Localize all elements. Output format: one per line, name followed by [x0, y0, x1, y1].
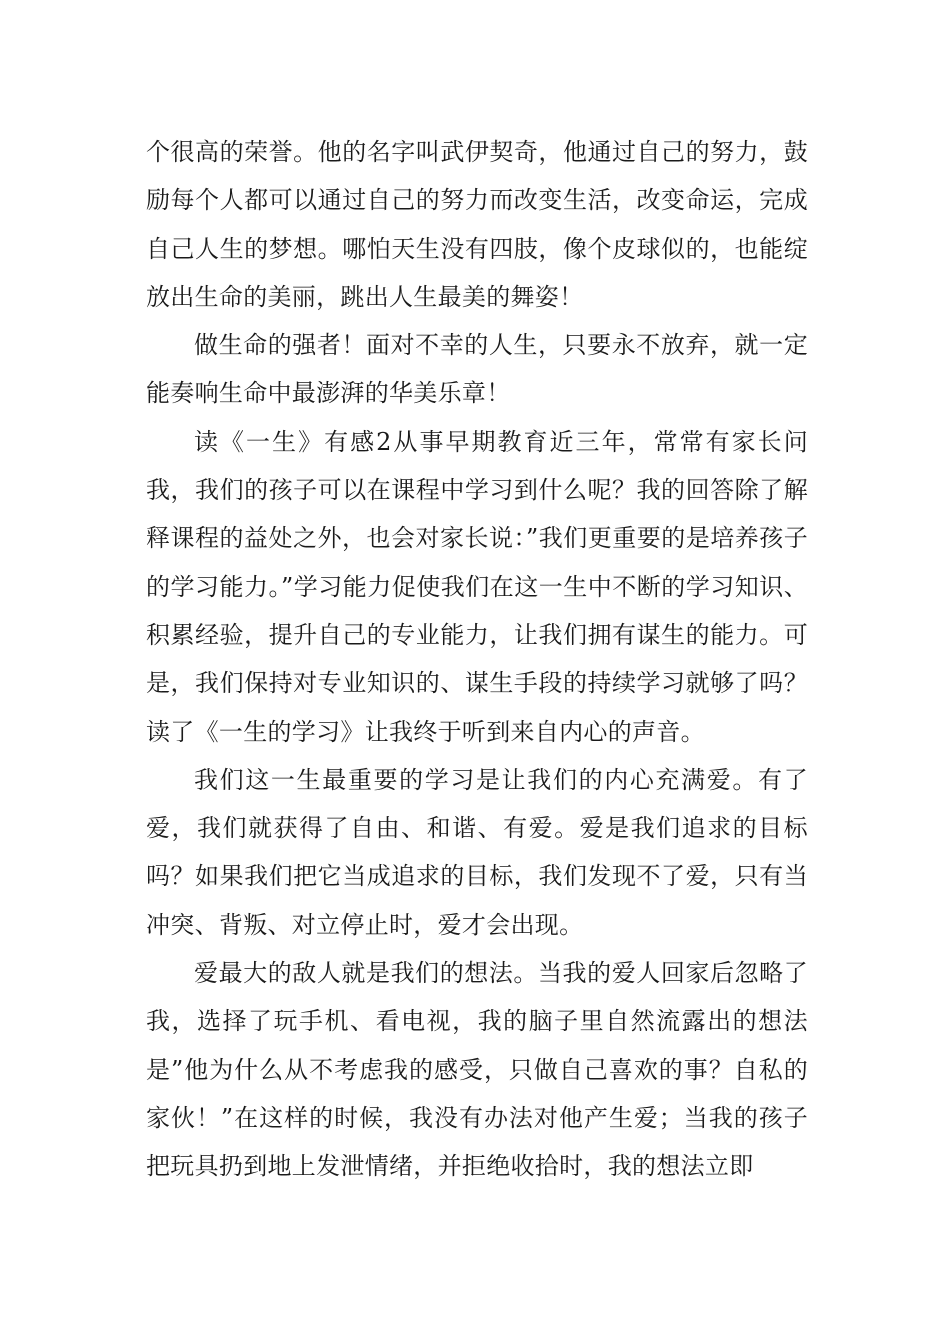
paragraph-5: 爱最大的敌人就是我们的想法。当我的爱人回家后忽略了我，选择了玩手机、看电视，我的脑子里自然流露出的想法是”他为什么从不考虑我的感受，只做自己喜欢的事？自私的家伙！”在这样的时候，我没有办法对他产生爱；当我的孩子把玩具扔到地上发泄情绪，并拒绝收拾时，我的想法立即 — [146, 959, 808, 1181]
paragraph-2: 做生命的强者！面对不幸的人生，只要永不放弃，就一定能奏响生命中最澎湃的华美乐章！ — [146, 331, 808, 408]
paragraph-4: 我们这一生最重要的学习是让我们的内心充满爱。有了爱，我们就获得了自由、和谐、有爱。爱是我们追求的目标吗？如果我们把它当成追求的目标，我们发现不了爱，只有当冲突、背叛、对立停止时，爱才会出现。 — [146, 765, 808, 939]
document-body — [146, 128, 808, 1191]
paragraph-3: 读《一生》有感2从事早期教育近三年，常常有家长问我，我们的孩子可以在课程中学习到什么呢？我的回答除了解释课程的益处之外，也会对家长说：”我们更重要的是培养孩子的学习能力。”学习能力促使我们在这一生中不断的学习知识、积累经验，提升自己的专业能力，让我们拥有谋生的能力。可是，我们保持对专业知识的、谋生手段的持续学习就够了吗？读了《一生的学习》让我终于听到来自内心的声音。 — [146, 427, 808, 746]
paragraph-1: 个很高的荣誉。他的名字叫武伊契奇，他通过自己的努力，鼓励每个人都可以通过自己的努力而改变生活，改变命运，完成自己人生的梦想。哪怕天生没有四肢，像个皮球似的，也能绽放出生命的美丽，跳出人生最美的舞姿！ — [146, 138, 808, 311]
